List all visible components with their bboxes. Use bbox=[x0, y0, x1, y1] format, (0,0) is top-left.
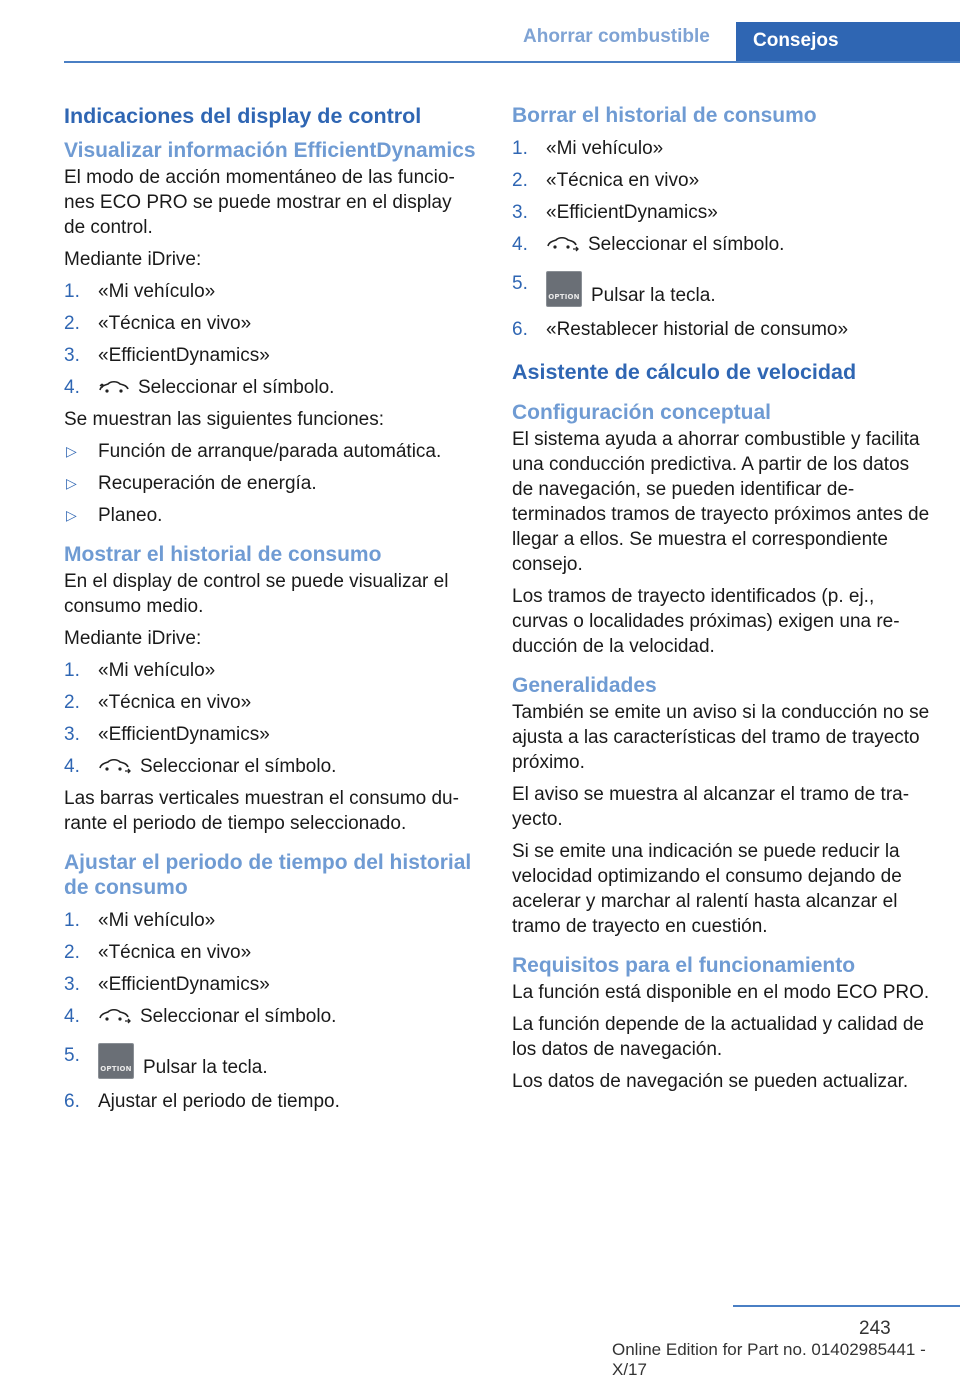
list-item: 3. «EfficientDynamics» bbox=[512, 202, 718, 223]
left-column bbox=[64, 102, 476, 1121]
paragraph: También se emite un aviso si la conducción no se ajusta a las características del tramo de trayecto próximo. bbox=[512, 702, 930, 773]
list-item: 5. OPTION Pulsar la tecla. bbox=[512, 273, 716, 306]
list-item: 3. «EfficientDynamics» bbox=[64, 724, 270, 745]
triangle-right-icon: ▷ bbox=[66, 507, 77, 523]
heading-consumption-history: Mostrar el historial de consumo bbox=[64, 543, 382, 566]
list-item: ▷ Función de arranque/parada automática. bbox=[66, 441, 442, 462]
car-icon bbox=[546, 235, 580, 253]
heading-speed-assistant: Asistente de cálculo de velocidad bbox=[512, 360, 857, 384]
header-section-title: Ahorrar combustible bbox=[523, 26, 710, 47]
edition-note: Online Edition for Part no. 01402985441 - X/17 bbox=[612, 1340, 926, 1379]
heading-conceptual-config: Configuración conceptual bbox=[512, 401, 772, 424]
heading-clear-history: Borrar el historial de consumo bbox=[512, 104, 817, 127]
step-list bbox=[512, 136, 932, 342]
paragraph: La función está disponible en el modo ECO PRO. bbox=[512, 982, 930, 1003]
heading-adjust-period: Ajustar el periodo de tiempo del historial de consumo bbox=[64, 851, 472, 899]
list-item: 4. Seleccionar el símbolo. bbox=[64, 756, 337, 777]
list-item: 5. OPTION Pulsar la tecla. bbox=[64, 1045, 268, 1078]
paragraph: El aviso se muestra al alcanzar el tramo de trayecto. bbox=[512, 784, 910, 830]
paragraph: El sistema ayuda a ahorrar combustible y facilita una conducción predictiva. A partir de los datos de navegación, se pueden identificar determinados tramos de trayecto próximos antes de llegar a ellos. Se muestra el correspondiente consejo. bbox=[512, 429, 930, 575]
bullet-list bbox=[64, 439, 476, 528]
triangle-right-icon: ▷ bbox=[66, 443, 77, 459]
option-button-icon: OPTION bbox=[98, 1043, 134, 1079]
list-item: 2. «Técnica en vivo» bbox=[64, 942, 252, 963]
paragraph: Los datos de navegación se pueden actualizar. bbox=[512, 1071, 909, 1092]
heading-general: Generalidades bbox=[512, 674, 657, 697]
list-item: 1. «Mi vehículo» bbox=[64, 910, 216, 931]
header-tab-active: Consejos bbox=[736, 22, 960, 62]
step-list bbox=[64, 279, 476, 400]
paragraph: En el display de control se puede visualizar el consumo medio. bbox=[64, 571, 449, 617]
list-item: 4. Seleccionar el símbolo. bbox=[512, 234, 785, 255]
list-item: ▷ Planeo. bbox=[66, 505, 163, 526]
car-icon bbox=[98, 757, 132, 775]
paragraph: La función depende de la actualidad y calidad de los datos de navegación. bbox=[512, 1014, 924, 1060]
list-item: 3. «EfficientDynamics» bbox=[64, 974, 270, 995]
heading-display-indications: Indicaciones del display de control bbox=[64, 104, 422, 128]
paragraph: Las barras verticales muestran el consumo durante el periodo de tiempo seleccionado. bbox=[64, 788, 459, 834]
list-item: 1. «Mi vehículo» bbox=[64, 281, 216, 302]
list-item: 2. «Técnica en vivo» bbox=[64, 313, 252, 334]
heading-requirements: Requisitos para el funcionamiento bbox=[512, 954, 856, 977]
heading-efficientdynamics-info: Visualizar información EfficientDynamics bbox=[64, 139, 476, 162]
page-number: 243 bbox=[859, 1318, 891, 1339]
list-item: 2. «Técnica en vivo» bbox=[64, 692, 252, 713]
header-rule bbox=[64, 61, 960, 63]
footer-rule bbox=[733, 1305, 960, 1307]
paragraph: Se muestran las siguientes funciones: bbox=[64, 409, 385, 430]
paragraph: Mediante iDrive: bbox=[64, 249, 202, 270]
paragraph: Los tramos de trayecto identificados (p. ej., curvas o localidades próximas) exigen una reducción de la velocidad. bbox=[512, 586, 900, 657]
list-item: ▷ Recuperación de energía. bbox=[66, 473, 317, 494]
list-item: 3. «EfficientDynamics» bbox=[64, 345, 270, 366]
option-button-icon: OPTION bbox=[546, 271, 582, 307]
car-icon bbox=[98, 1007, 132, 1025]
step-list bbox=[64, 658, 476, 779]
car-icon bbox=[98, 378, 130, 396]
right-column bbox=[512, 102, 932, 1101]
paragraph: Mediante iDrive: bbox=[64, 628, 202, 649]
paragraph: Si se emite una indicación se puede reducir la velocidad optimizando el consumo dejando de acelerar y marchar al ralentí hasta alcanzar el tramo de trayecto en cuestión. bbox=[512, 841, 902, 937]
list-item: 4. Seleccionar el símbolo. bbox=[64, 377, 335, 398]
paragraph: El modo de acción momentáneo de las funciones ECO PRO se puede mostrar en el display de control. bbox=[64, 167, 455, 238]
list-item: 1. «Mi vehículo» bbox=[64, 660, 216, 681]
triangle-right-icon: ▷ bbox=[66, 475, 77, 491]
list-item: 6. Ajustar el periodo de tiempo. bbox=[64, 1091, 340, 1112]
list-item: 6. «Restablecer historial de consumo» bbox=[512, 319, 849, 340]
step-list bbox=[64, 908, 476, 1114]
list-item: 4. Seleccionar el símbolo. bbox=[64, 1006, 337, 1027]
list-item: 1. «Mi vehículo» bbox=[512, 138, 664, 159]
list-item: 2. «Técnica en vivo» bbox=[512, 170, 700, 191]
